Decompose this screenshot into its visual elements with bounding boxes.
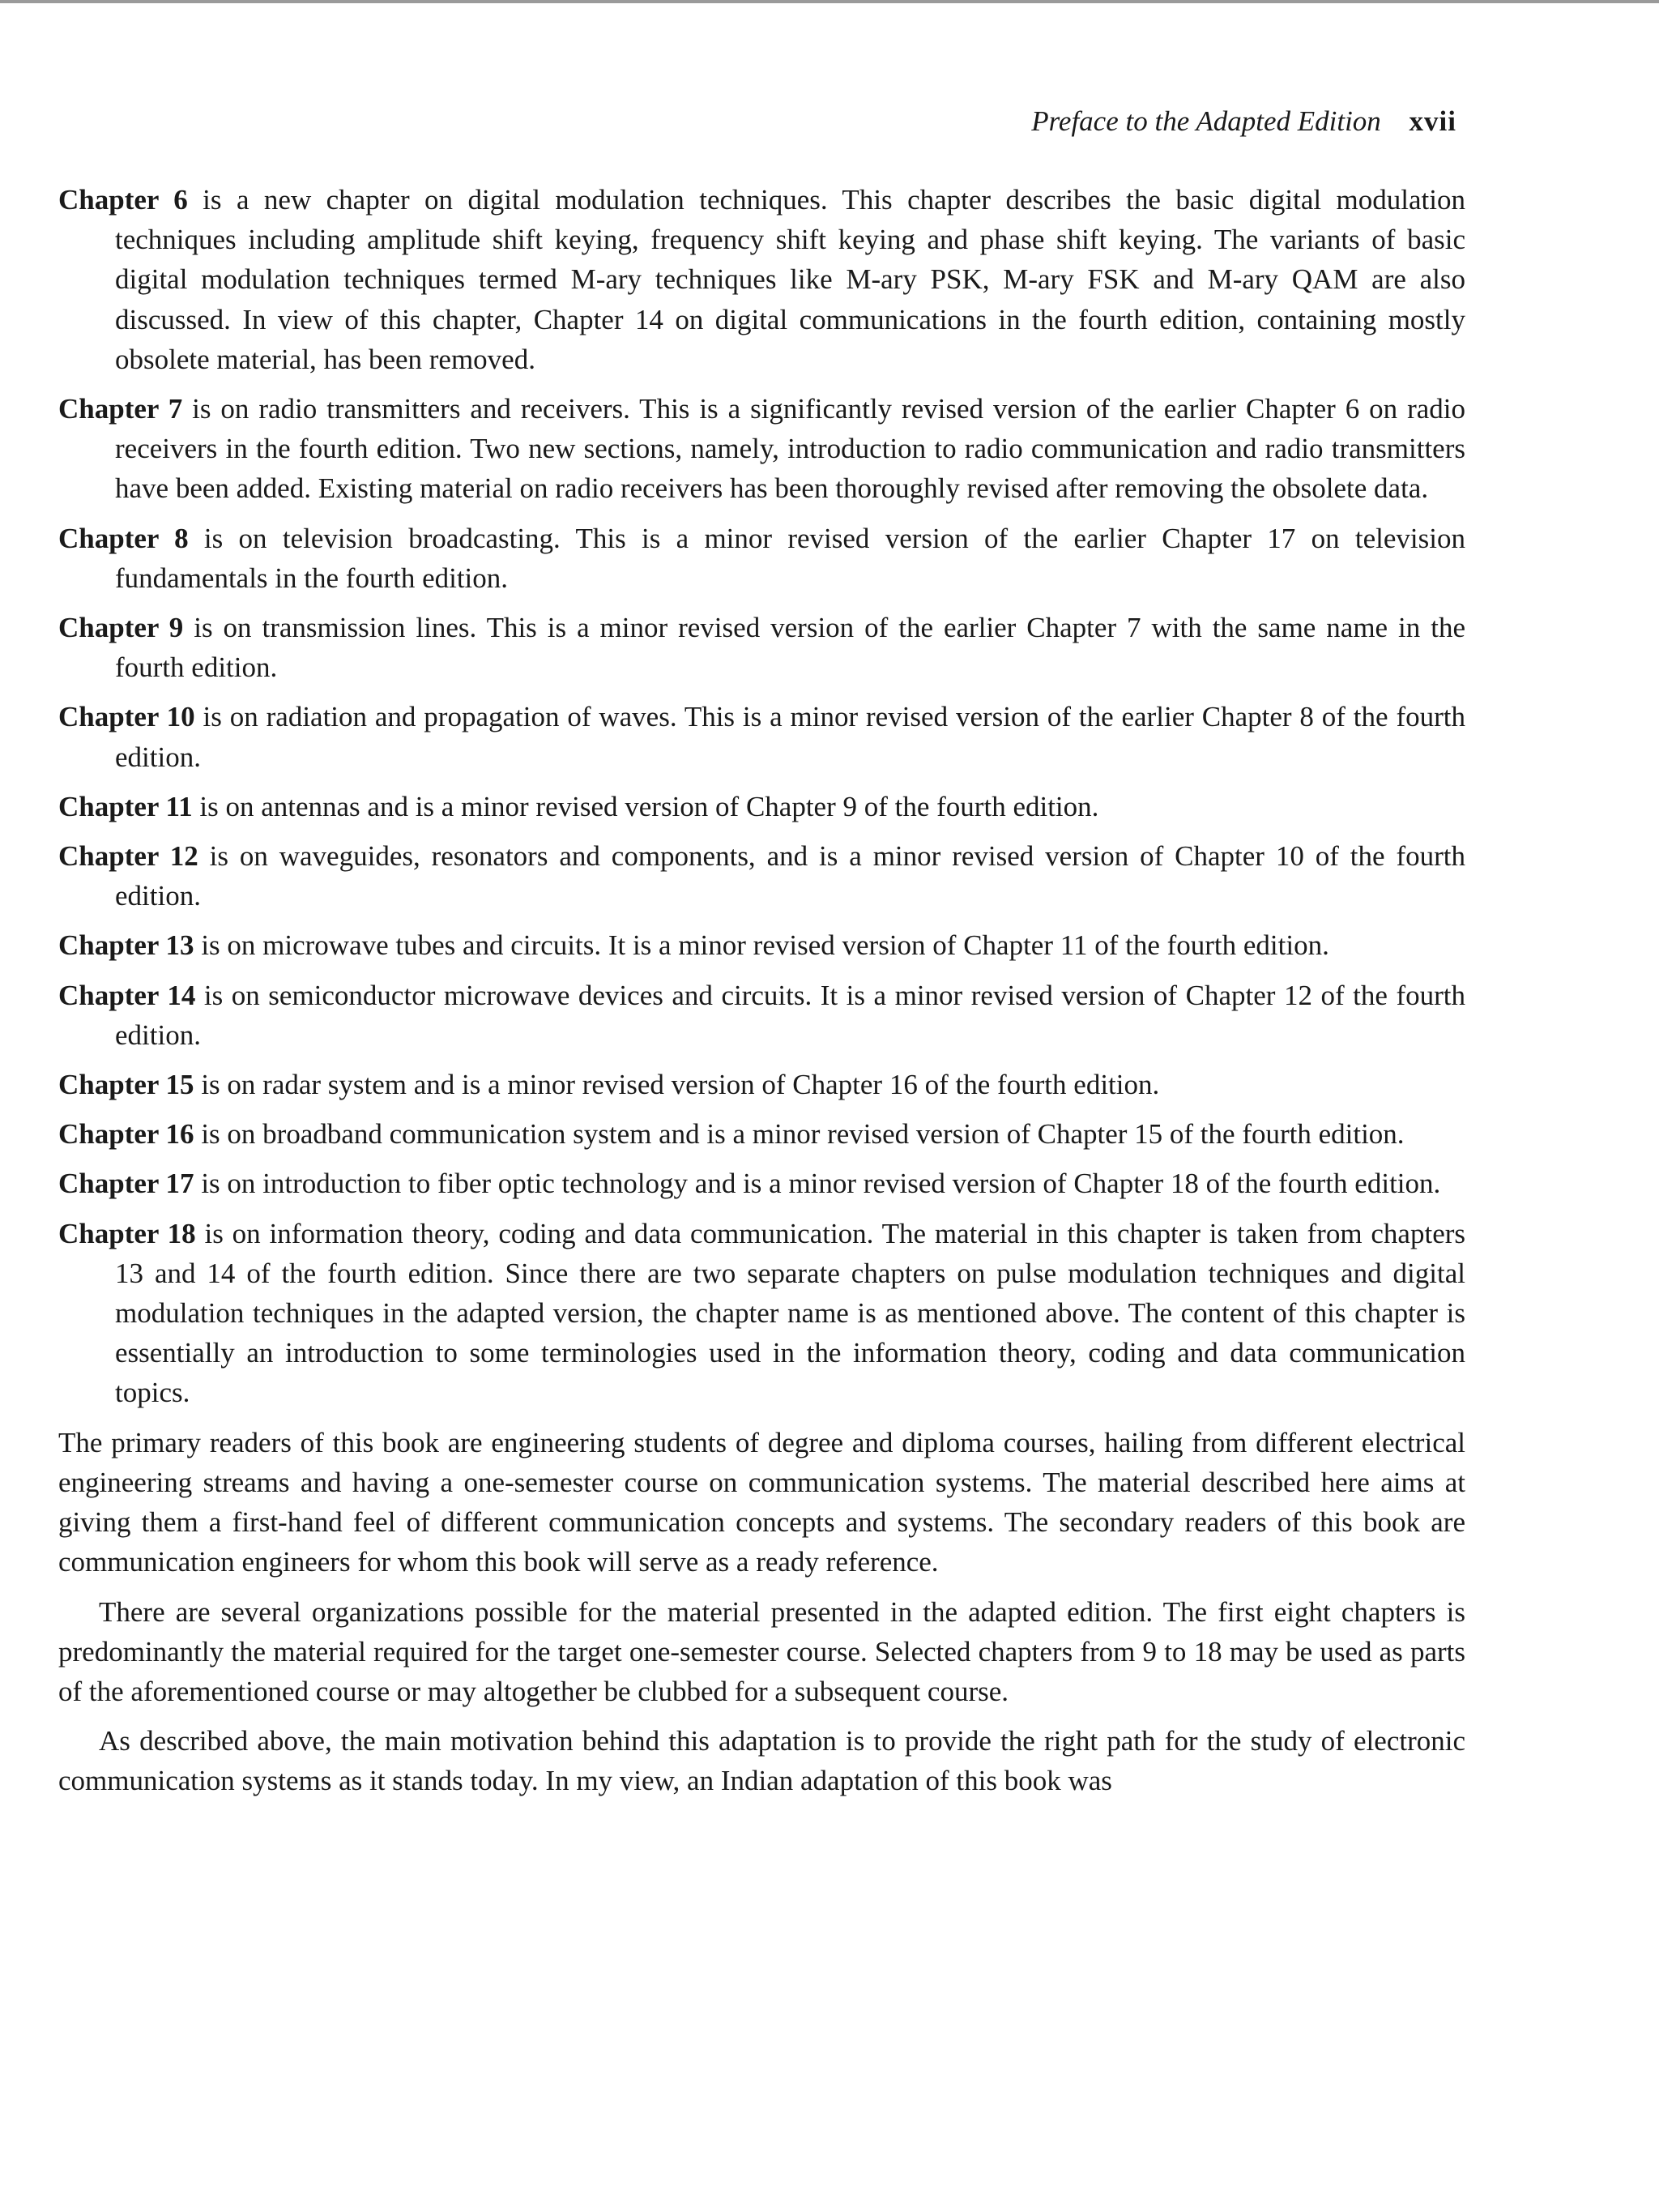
- chapter-description: is on semiconductor microwave devices and circuits. It is a minor revised version of Chapter 12 of the fourth edition.: [115, 979, 1465, 1051]
- readers-paragraph: The primary readers of this book are engineering students of degree and diploma courses, hailing from different electrical engineering streams and having a one-semester course on communication systems. The material described here aims at giving them a first-hand feel of different communication concepts and systems. The secondary readers of this book are communication engineers for whom this book will serve as a ready reference.: [58, 1426, 1465, 1578]
- chapter-entry-6: [58, 180, 1465, 379]
- chapter-description: is on transmission lines. This is a minor revised version of the earlier Chapter 7 with the same name in the fourth edition.: [115, 612, 1465, 684]
- chapter-description: is on radio transmitters and receivers. This is a significantly revised version of the earlier Chapter 6 on radio receivers in the fourth edition. Two new sections, namely, introduction to radio communication and radio transmitters have been added. Existing material on radio receivers has been thoroughly revised after removing the obsolete data.: [115, 393, 1465, 505]
- chapter-entry-9: [58, 608, 1465, 687]
- chapter-label: Chapter 16: [58, 1118, 194, 1151]
- chapter-entry-11: [58, 787, 1465, 826]
- chapter-label: Chapter 6: [58, 184, 188, 216]
- chapter-label: Chapter 13: [58, 929, 194, 962]
- chapter-description: is on radiation and propagation of waves. This is a minor revised version of the earlier Chapter 8 of the fourth edition.: [115, 701, 1465, 773]
- chapter-entry-16: [58, 1114, 1465, 1154]
- chapter-description: is on waveguides, resonators and components, and is a minor revised version of Chapter 10 of the fourth edition.: [115, 840, 1465, 912]
- motivation-paragraph: As described above, the main motivation behind this adaptation is to provide the right path for the study of electronic communication systems as it stands today. In my view, an Indian adaptation of this book was: [58, 1725, 1465, 1797]
- chapter-entry-10: [58, 697, 1465, 776]
- running-title: Preface to the Adapted Edition: [1031, 105, 1381, 137]
- chapter-label: Chapter 8: [58, 522, 189, 554]
- chapter-label: Chapter 18: [58, 1217, 196, 1249]
- chapter-label: Chapter 11: [58, 790, 193, 822]
- chapter-description: is a new chapter on digital modulation techniques. This chapter describes the basic digital modulation techniques including amplitude shift keying, frequency shift keying and phase shift keying. The variants of basic digital modulation techniques termed M-ary techniques like M-ary PSK, M-ary FSK and M-ary QAM are also discussed. In view of this chapter, Chapter 14 on digital communications in the fourth edition, containing mostly obsolete material, has been removed.: [115, 184, 1465, 375]
- chapter-entry-8: [58, 519, 1465, 598]
- chapter-description: is on radar system and is a minor revised version of Chapter 16 of the fourth edition.: [194, 1069, 1160, 1101]
- chapter-entry-18: [58, 1214, 1465, 1413]
- chapter-label: Chapter 14: [58, 979, 196, 1011]
- chapter-entry-7: [58, 389, 1465, 509]
- chapter-label: Chapter 12: [58, 840, 198, 873]
- chapter-label: Chapter 9: [58, 612, 184, 644]
- chapter-description: is on introduction to fiber optic technology and is a minor revised version of Chapter 18 of the fourth edition.: [194, 1168, 1441, 1200]
- running-header: [1031, 104, 1456, 139]
- chapter-label: Chapter 10: [58, 701, 195, 733]
- chapter-entry-17: [58, 1164, 1465, 1203]
- chapter-entry-12: [58, 836, 1465, 916]
- chapter-entry-13: [58, 925, 1465, 965]
- chapter-description: is on broadband communication system and is a minor revised version of Chapter 15 of the fourth edition.: [194, 1118, 1405, 1151]
- chapter-description: is on microwave tubes and circuits. It is a minor revised version of Chapter 11 of the fourth edition.: [194, 929, 1329, 962]
- chapter-entry-14: [58, 976, 1465, 1055]
- chapter-description: is on television broadcasting. This is a minor revised version of the earlier Chapter 17 on television fundamentals in the fourth edition.: [115, 522, 1465, 594]
- top-border-line: [0, 0, 1659, 3]
- chapter-entry-15: [58, 1065, 1465, 1104]
- organizations-paragraph: There are several organizations possible for the material presented in the adapted edition. The first eight chapters is predominantly the material required for the target one-semester course. Selected chapters from 9 to 18 may be used as parts of the aforementioned course or may altogether be clubbed for a subsequent course.: [58, 1595, 1465, 1707]
- chapter-label: Chapter 15: [58, 1069, 194, 1101]
- chapter-label: Chapter 7: [58, 393, 183, 425]
- chapter-label: Chapter 17: [58, 1168, 194, 1200]
- page-body: [58, 180, 1465, 1811]
- page-number: xvii: [1409, 105, 1456, 137]
- chapter-description: is on antennas and is a minor revised version of Chapter 9 of the fourth edition.: [192, 790, 1099, 822]
- chapter-description: is on information theory, coding and data communication. The material in this chapter is taken from chapters 13 and 14 of the fourth edition. Since there are two separate chapters on pulse modulation techniques and digital modulation techniques in the adapted version, the chapter name is as mentioned above. The content of this chapter is essentially an introduction to some terminologies used in the information theory, coding and data communication topics.: [115, 1217, 1466, 1409]
